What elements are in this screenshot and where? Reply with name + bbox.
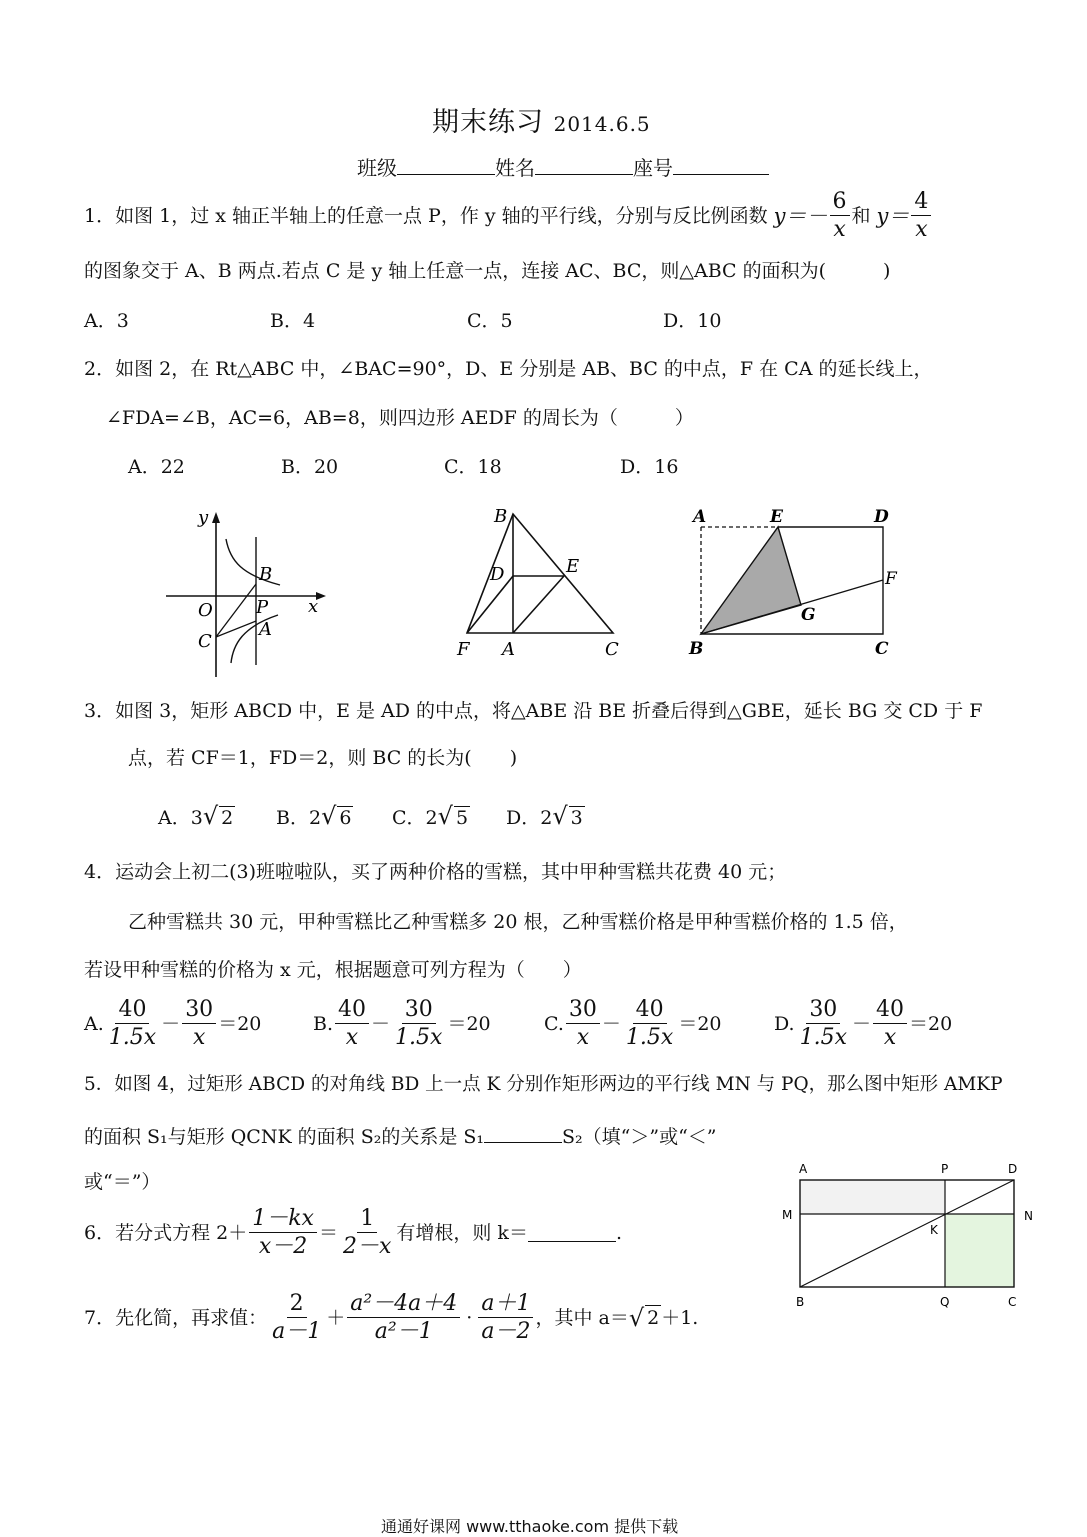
seat-blank — [673, 154, 769, 175]
q2-line2: ∠FDA=∠B，AC=6，AB=8，则四边形 AEDF 的周长为（ ） — [106, 407, 694, 429]
figure-2-triangle — [450, 500, 630, 665]
fig2-label-a: A — [502, 639, 515, 660]
figure-4-rectangle-diagonal — [778, 1158, 1040, 1314]
q4-option-d: D. $\frac{30}{1.5x}$ － $\frac{40}{x}$ ＝20 — [774, 997, 953, 1050]
q7-fraction-2: $\frac{\text{a²－4a＋4}}{\text{a²－1}}$ — [347, 1290, 460, 1345]
fig4-label-p: P — [941, 1162, 949, 1176]
q6-fraction-2: $\frac{1}{2-x}$ — [342, 1206, 392, 1259]
q3-line2: 点，若 CF＝1，FD＝2，则 BC 的长为( ) — [128, 747, 518, 769]
q5-answer-blank — [484, 1122, 562, 1143]
fig4-label-a: A — [799, 1162, 808, 1176]
q4-line1: 4．运动会上初二(3)班啦啦队，买了两种价格的雪糕，其中甲种雪糕共花费 40 元； — [84, 861, 787, 883]
q4-option-c: C. $\frac{30}{x}$ － $\frac{40}{1.5x}$ ＝20 — [544, 997, 722, 1050]
fig4-label-n: N — [1024, 1209, 1033, 1223]
fig3-label-e: E — [770, 507, 783, 527]
q1-func2-lhs: y＝ — [876, 203, 910, 228]
class-blank — [397, 154, 495, 175]
fig2-label-c: C — [605, 639, 619, 660]
fig1-label-o: O — [198, 600, 213, 621]
fig3-label-g: G — [801, 605, 816, 625]
q3-option-d: D．2√ 3 — [506, 802, 583, 830]
figure-3-fold-rectangle — [680, 500, 905, 665]
q7-fraction-3: $\frac{a+1}{a-2}$ — [478, 1290, 533, 1345]
q1-func2-fraction: $\frac{4}{x}$ — [911, 188, 931, 243]
footer-source: 通通好课网 www.tthaoke.com 提供下载 — [381, 1517, 679, 1536]
q5-line3: 或“＝”） — [84, 1171, 161, 1193]
q4-option-b: B. $\frac{40}{x}$ － $\frac{30}{1.5x}$ ＝20 — [313, 997, 491, 1050]
fig4-label-d: D — [1008, 1162, 1018, 1176]
q6-line: 6．若分式方程 2＋ $\frac{1-kx}{x-2}$ ＝ $\frac{1}{2-x}$ 有增根，则 k＝ . — [84, 1206, 622, 1259]
q2-option-c: C．18 — [444, 456, 502, 478]
fig4-label-q: Q — [940, 1295, 950, 1309]
fig3-label-d: D — [874, 507, 889, 527]
q1-option-b: B．4 — [270, 310, 316, 332]
q6-fraction-1: $\frac{1-kx}{x-2}$ — [249, 1205, 317, 1260]
q3-option-c: C．2√ 5 — [392, 802, 469, 830]
fig4-label-b: B — [796, 1295, 805, 1309]
fig3-label-a: A — [693, 507, 707, 527]
q7-line: 7．先化简，再求值： $\frac{2}{a-1}$ ＋ $\frac{\text{a²－4a＋4}}{\text{a²－1}}$ · $\frac{a+1}{a-2}$ ，其中 a＝ √ 2 ＋1. — [84, 1291, 699, 1344]
fig1-label-y: y — [198, 507, 209, 528]
fig2-label-f: F — [457, 639, 470, 660]
q3-option-a: A．3√ 2 — [158, 802, 234, 830]
fig2-label-d: D — [490, 564, 505, 585]
q2-option-a: A．22 — [128, 456, 185, 478]
fig4-label-m: M — [782, 1208, 793, 1222]
q2-line1: 2．如图 2，在 Rt△ABC 中，∠BAC=90°，D、E 分别是 AB、BC 的中点，F 在 CA 的延长线上， — [84, 358, 933, 380]
q5-line2: 的面积 S₁与矩形 QCNK 的面积 S₂的关系是 S₁ S₂（填“＞”或“＜” — [84, 1122, 717, 1149]
fig3-label-c: C — [875, 639, 889, 659]
fig1-label-p: P — [256, 597, 269, 618]
q1-func1-lhs: y＝－ — [773, 203, 828, 228]
q5-line1: 5．如图 4，过矩形 ABCD 的对角线 BD 上一点 K 分别作矩形两边的平行线 MN 与 PQ，那么图中矩形 AMKP — [84, 1074, 1003, 1095]
page-title: 期末练习 2014.6.5 — [432, 107, 651, 138]
q1-line2: 的图象交于 A、B 两点.若点 C 是 y 轴上任意一点，连接 AC、BC，则△ABC 的面积为( ) — [84, 260, 891, 282]
q3-line1: 3．如图 3，矩形 ABCD 中，E 是 AD 的中点，将△ABE 沿 BE 折叠后得到△GBE，延长 BG 交 CD 于 F — [84, 700, 983, 722]
fig4-label-k: K — [930, 1223, 938, 1237]
q7-fraction-1: $\frac{2}{a-1}$ — [272, 1291, 322, 1344]
q1-line1: 1．如图 1，过 x 轴正半轴上的任意一点 P，作 y 轴的平行线，分别与反比例函数 y＝－ $\frac{6}{x}$ 和 y＝ $\frac{4}{x}$ — [84, 188, 933, 243]
q6-answer-blank — [528, 1223, 616, 1242]
q3-option-b: B．2√ 6 — [276, 802, 352, 830]
exam-date: 2014.6.5 — [553, 112, 651, 136]
q1-func1-fraction: $\frac{6}{x}$ — [830, 188, 850, 243]
name-blank — [535, 154, 633, 175]
q2-option-b: B．20 — [281, 456, 339, 478]
fig3-label-b: B — [689, 639, 704, 659]
q4-line2: 乙种雪糕共 30 元，甲种雪糕比乙种雪糕多 20 根，乙种雪糕价格是甲种雪糕价格的 1.5 倍， — [128, 911, 908, 933]
figure-1-hyperbola-graph — [150, 505, 340, 680]
q2-option-d: D．16 — [620, 456, 679, 478]
fig1-label-c: C — [198, 631, 212, 652]
fig2-label-e: E — [566, 556, 580, 577]
class-label: 班级 — [357, 156, 397, 180]
fig1-label-x: x — [308, 596, 319, 617]
q4-option-a: A. $\frac{40}{1.5x}$ － $\frac{30}{x}$ ＝20 — [84, 997, 262, 1050]
name-label: 姓名 — [495, 156, 535, 180]
q4-line3: 若设甲种雪糕的价格为 x 元，根据题意可列方程为（ ） — [84, 959, 582, 981]
q1-option-c: C．5 — [467, 310, 513, 332]
q1-option-a: A．3 — [84, 310, 129, 332]
fig3-label-f: F — [885, 569, 897, 589]
seat-label: 座号 — [633, 156, 673, 180]
q1-option-d: D．10 — [663, 310, 722, 332]
fig4-label-c: C — [1008, 1295, 1017, 1309]
fig1-label-b: B — [259, 564, 273, 585]
fig1-label-a: A — [259, 619, 272, 640]
student-info — [357, 154, 769, 180]
fig2-label-b: B — [494, 506, 508, 527]
